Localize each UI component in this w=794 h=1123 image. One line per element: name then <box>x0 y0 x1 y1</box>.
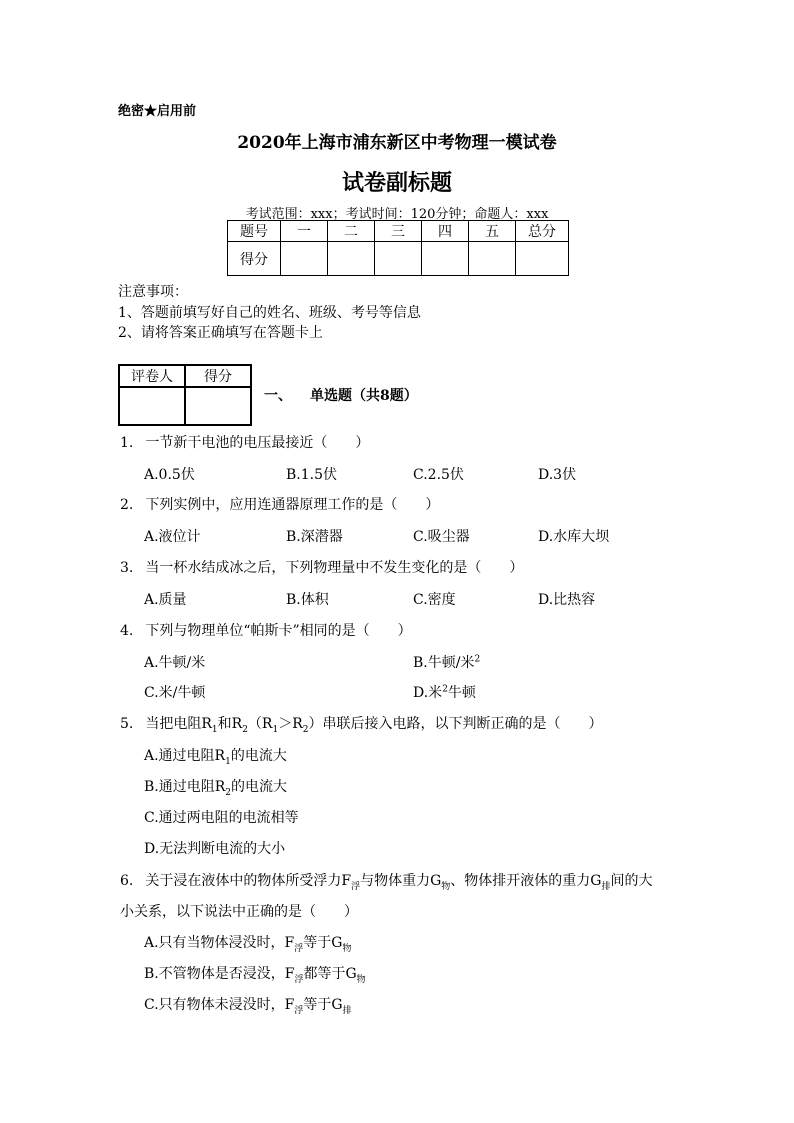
grader-header: 评卷人 <box>119 365 185 387</box>
question-6 <box>120 870 653 892</box>
option-b: B.不管物体是否浸没，$F_浮$都等于$G_物$ <box>144 966 366 985</box>
question-text: 下列实例中，应用连通器原理工作的是（ ） <box>145 497 440 513</box>
grader-cell <box>119 387 185 425</box>
option-a: A.质量 <box>144 592 187 608</box>
question-number: 2. <box>120 497 134 513</box>
question-3 <box>120 557 523 577</box>
question-number: 1. <box>120 435 134 451</box>
option-c: C.2.5伏 <box>413 467 464 483</box>
section-heading <box>264 385 418 405</box>
option-b: B.体积 <box>286 592 329 608</box>
notice-item: 1、答题前填写好自己的姓名、班级、考号等信息 <box>118 305 421 321</box>
option-b: B.牛顿/米$^2$ <box>413 654 481 671</box>
score-header-cell: 一 <box>281 221 328 242</box>
option-d: D.比热容 <box>538 592 596 608</box>
question-5 <box>120 713 602 735</box>
grader-score-header: 得分 <box>185 365 251 387</box>
question-text: 下列与物理单位“帕斯卡”相同的是（ ） <box>145 623 412 639</box>
score-cell <box>516 242 569 276</box>
option-d: D.3伏 <box>538 467 577 483</box>
notice-heading: 注意事项： <box>118 284 188 300</box>
option-a: A.0.5伏 <box>144 467 195 483</box>
option-d: D.米$^2$牛顿 <box>413 684 476 701</box>
question-number: 6. <box>120 873 134 889</box>
question-text: 当把电阻$R_1$和$R_2(R_1>R_2)$串联后接入电路，以下判断正确的是（ ） <box>145 716 603 735</box>
exam-info: 考试范围：xxx；考试时间：120分钟；命题人：xxx <box>245 207 549 222</box>
score-table <box>227 220 569 276</box>
grader-score-cell <box>185 387 251 425</box>
question-number: 3. <box>120 560 134 576</box>
exam-title: 2020年上海市浦东新区中考物理一模试卷 <box>237 133 557 153</box>
question-6-continued: 小关系，以下说法中正确的是（ ） <box>120 904 358 920</box>
section-title: 单选题（共8题） <box>310 388 418 404</box>
question-text: 关于浸在液体中的物体所受浮力$F_浮$与物体重力$G_物$、物体排开液体的重力$G_排$间的大 <box>145 873 653 892</box>
question-number: 5. <box>120 716 134 732</box>
grader-table <box>118 364 252 426</box>
option-b: B.通过电阻$R_2$的电流大 <box>144 779 288 798</box>
option-c: C.米/牛顿 <box>144 685 206 701</box>
question-number: 4. <box>120 623 134 639</box>
option-c: C.密度 <box>413 592 456 608</box>
score-cell <box>469 242 516 276</box>
question-text: 一节新干电池的电压最接近（ ） <box>145 435 370 451</box>
score-header-cell: 总分 <box>516 221 569 242</box>
question-4 <box>120 620 412 640</box>
option-b: B.深潜器 <box>286 529 343 545</box>
question-2 <box>120 494 439 514</box>
question-text: 当一杯水结成冰之后，下列物理量中不发生变化的是（ ） <box>145 560 524 576</box>
score-cell <box>328 242 375 276</box>
score-row-label: 得分 <box>228 242 281 276</box>
score-cell <box>375 242 422 276</box>
option-a: A.牛顿/米 <box>144 655 206 671</box>
option-c: C.吸尘器 <box>413 529 470 545</box>
score-cell <box>422 242 469 276</box>
score-header-cell: 五 <box>469 221 516 242</box>
option-a: A.通过电阻$R_1$的电流大 <box>144 748 287 767</box>
option-a: A.液位计 <box>144 529 201 545</box>
notice-item: 2、请将答案正确填写在答题卡上 <box>118 325 323 341</box>
option-c: C.只有物体未浸没时，$F_浮$等于$G_排$ <box>144 997 352 1016</box>
score-header-cell: 题号 <box>228 221 281 242</box>
section-number: 一、 <box>264 388 292 404</box>
option-a: A.只有当物体浸没时，$F_浮$等于$G_物$ <box>144 935 352 954</box>
question-1 <box>120 432 369 452</box>
option-b: B.1.5伏 <box>286 467 338 483</box>
score-header-cell: 二 <box>328 221 375 242</box>
exam-subtitle: 试卷副标题 <box>341 170 452 196</box>
secret-mark: 绝密★启用前 <box>118 104 197 119</box>
option-c: C.通过两电阻的电流相等 <box>144 810 299 826</box>
score-header-cell: 三 <box>375 221 422 242</box>
score-cell <box>281 242 328 276</box>
score-header-cell: 四 <box>422 221 469 242</box>
option-d: D.无法判断电流的大小 <box>144 841 286 857</box>
option-d: D.水库大坝 <box>538 529 610 545</box>
